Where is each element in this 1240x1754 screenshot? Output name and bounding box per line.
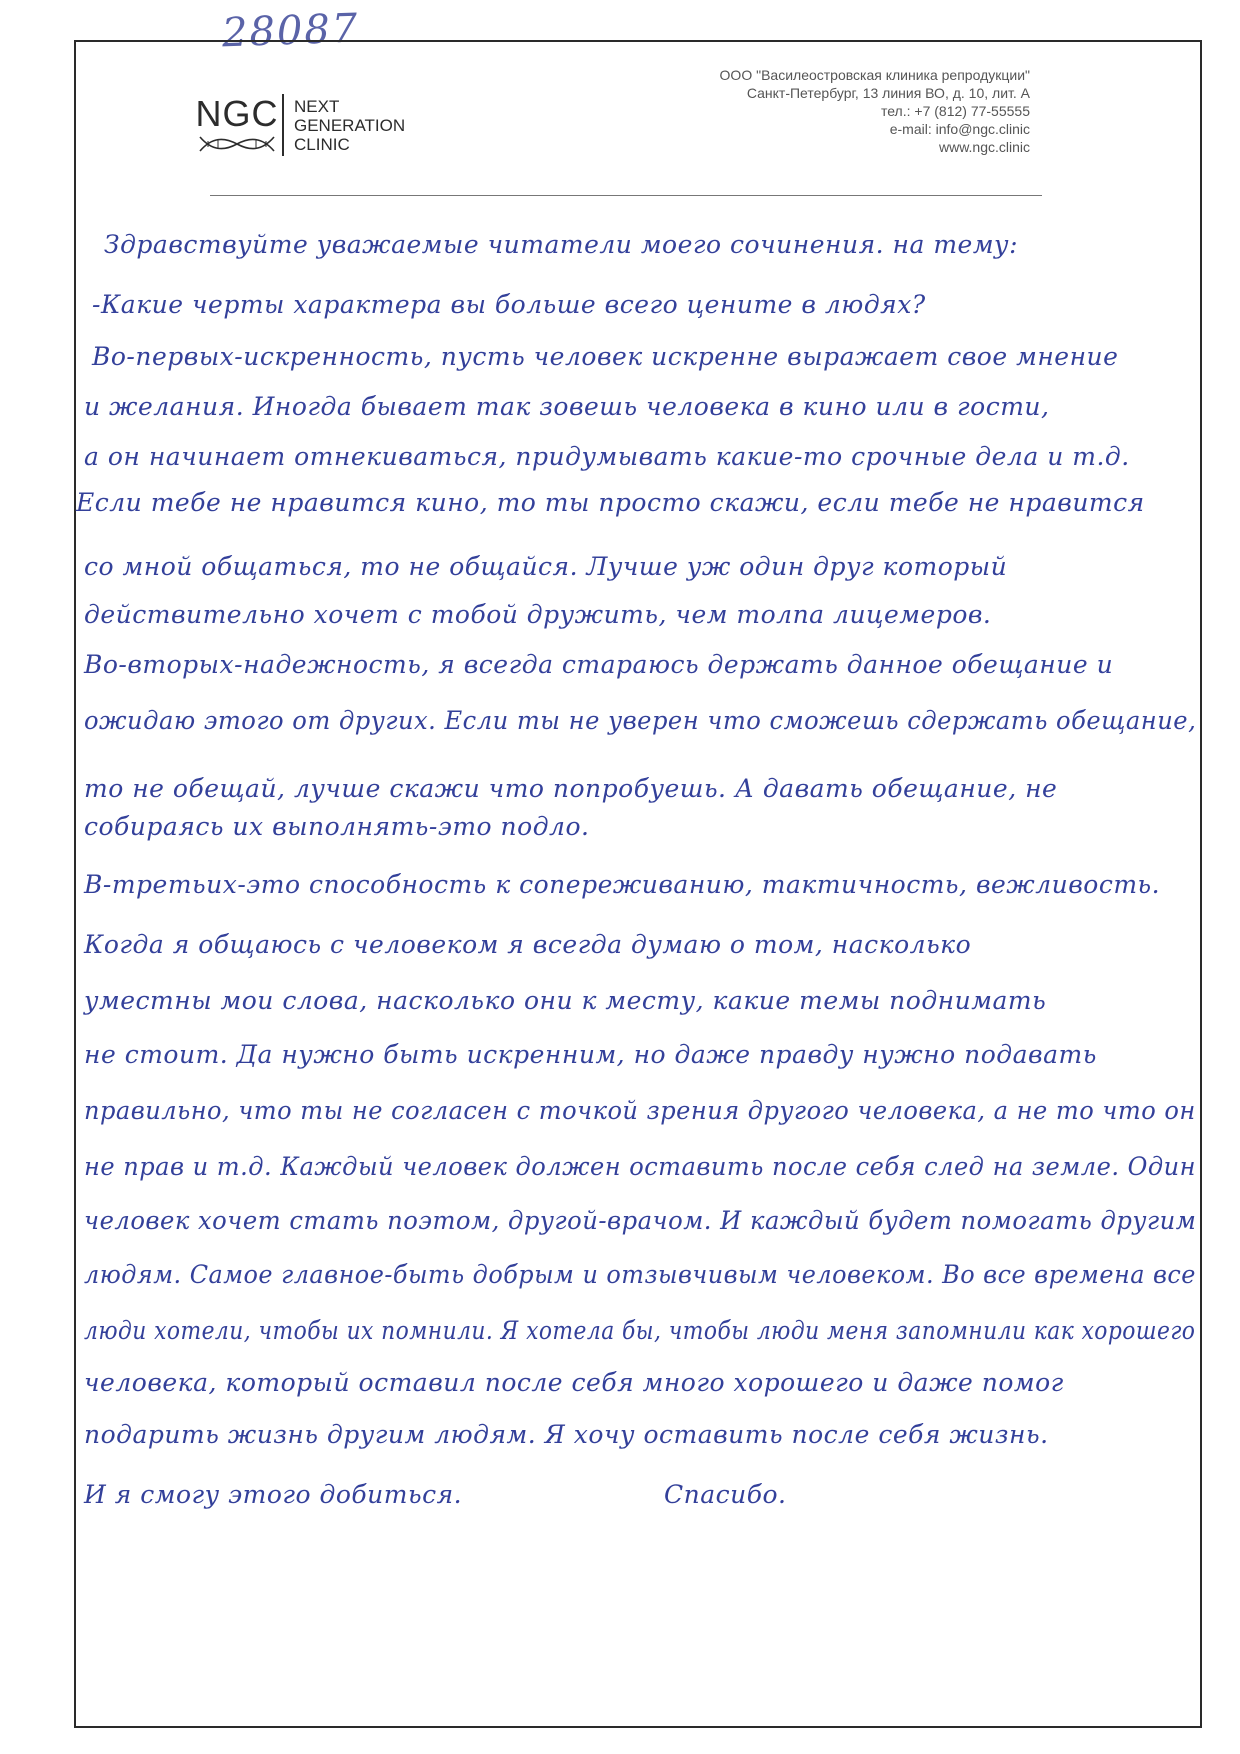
letter-line: Во-вторых-надежность, я всегда стараюсь держать данное обещание и xyxy=(84,650,1114,679)
letter-line: а он начинает отнекиваться, придумывать какие-то срочные дела и т.д. xyxy=(84,442,1130,471)
logo-text xyxy=(294,97,405,154)
header-divider xyxy=(210,195,1042,196)
clinic-phone: тел.: +7 (812) 77-55555 xyxy=(880,103,1030,119)
letterhead xyxy=(76,42,1200,202)
letter-line: собираясь их выполнять-это подло. xyxy=(84,812,590,841)
letter-line: не прав и т.д. Каждый человек должен оставить после себя след на земле. Один xyxy=(84,1152,1196,1181)
logo-line: GENERATION xyxy=(294,115,406,135)
handwritten-document-number: 28087 xyxy=(221,5,361,57)
letter-line: со мной общаться, то не общайся. Лучше уж один друг который xyxy=(84,552,1008,581)
letter-line: не стоит. Да нужно быть искренним, но даже правду нужно подавать xyxy=(84,1040,1097,1069)
letter-line: ожидаю этого от других. Если ты не уверен что сможешь сдержать обещание, xyxy=(84,706,1197,735)
logo-line: CLINIC xyxy=(294,134,350,154)
clinic-contacts xyxy=(720,66,1030,156)
clinic-email: e-mail: info@ngc.clinic xyxy=(889,121,1030,137)
logo-divider xyxy=(282,94,284,156)
letter-line: И я смогу этого добиться. xyxy=(84,1480,463,1509)
letter-line: правильно, что ты не согласен с точкой зрения другого человека, а не то что он xyxy=(84,1096,1196,1125)
letter-line: человека, который оставил после себя много хорошего и даже помог xyxy=(84,1368,1064,1397)
letter-line: Здравствуйте уважаемые читатели моего сочинения. на тему: xyxy=(104,230,1018,259)
letter-signoff: Спасибо. xyxy=(664,1480,787,1509)
letter-line: людям. Самое главное-быть добрым и отзывчивым человеком. Во все времена все xyxy=(84,1260,1196,1289)
letter-line: -Какие черты характера вы больше всего цените в людях? xyxy=(92,290,926,319)
dna-helix-icon xyxy=(198,133,276,155)
logo-line: NEXT xyxy=(294,96,340,116)
clinic-website: www.ngc.clinic xyxy=(938,139,1030,155)
logo-mark: NGC xyxy=(195,93,279,134)
letter-line: люди хотели, чтобы их помнили. Я хотела бы, чтобы люди меня запомнили как хорошего xyxy=(84,1316,1196,1345)
letter-line: действительно хочет с тобой дружить, чем толпа лицемеров. xyxy=(84,600,992,629)
letter-line: В-третьих-это способность к сопереживанию, тактичность, вежливость. xyxy=(84,870,1161,899)
letter-line: Когда я общаюсь с человеком я всегда думаю о том, насколько xyxy=(84,930,972,959)
letter-line: Если тебе не нравится кино, то ты просто скажи, если тебе не нравится xyxy=(76,488,1145,517)
letter-line: подарить жизнь другим людям. Я хочу оставить после себя жизнь. xyxy=(84,1420,1049,1449)
letter-line: то не обещай, лучше скажи что попробуешь. А давать обещание, не xyxy=(84,774,1058,803)
ngc-logo xyxy=(195,90,406,160)
letter-line: и желания. Иногда бывает так зовешь человека в кино или в гости, xyxy=(84,392,1050,421)
letter-line: человек хочет стать поэтом, другой-врачом. И каждый будет помогать другим xyxy=(84,1206,1197,1235)
letter-line: уместны мои слова, насколько они к месту, какие темы поднимать xyxy=(84,986,1047,1015)
letter-line: Во-первых-искренность, пусть человек искренне выражает свое мнение xyxy=(92,342,1119,371)
clinic-name: ООО "Василеостровская клиника репродукции" xyxy=(719,67,1030,83)
clinic-address: Санкт-Петербург, 13 линия ВО, д. 10, лит. А xyxy=(746,85,1030,101)
